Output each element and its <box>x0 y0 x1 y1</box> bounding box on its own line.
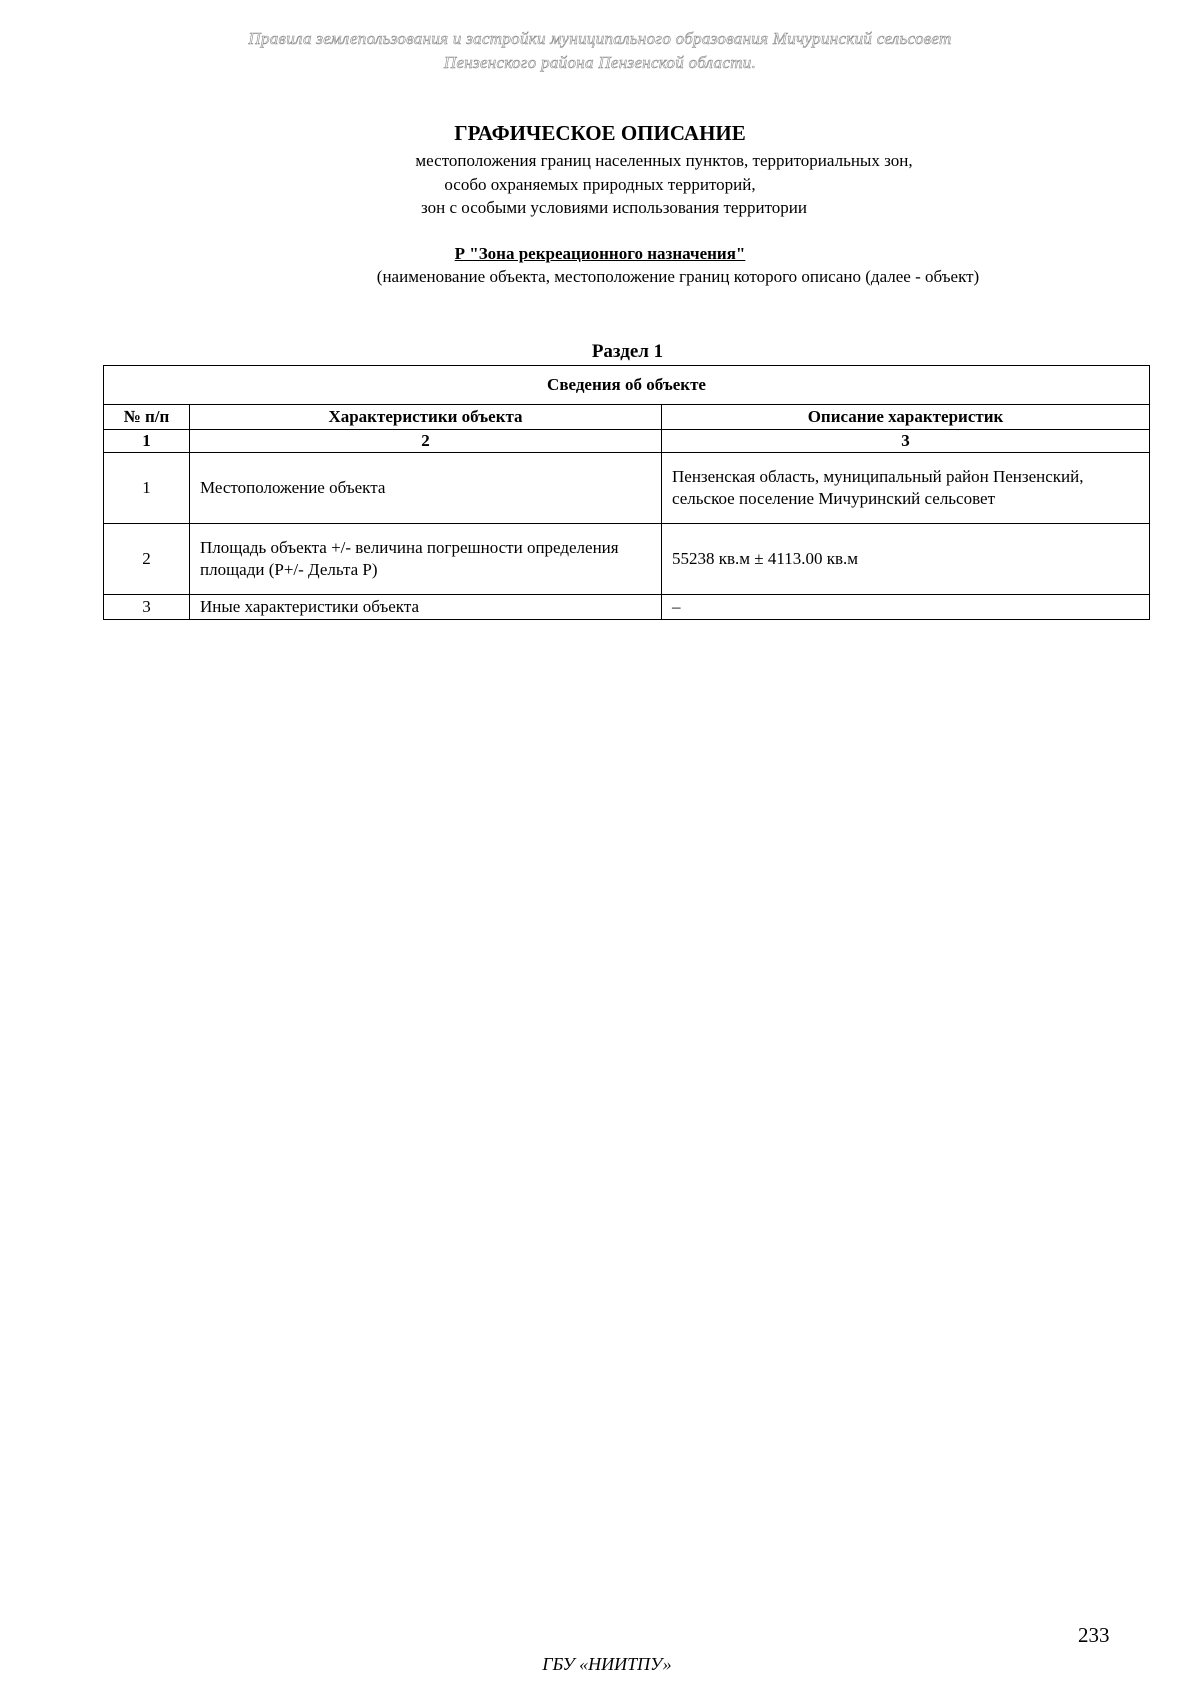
header-description: Описание характеристик <box>662 405 1150 430</box>
footer-organization: ГБУ «НИИТПУ» <box>542 1654 672 1674</box>
subtitle-line-1: местоположения границ населенных пунктов, территориальных зон, <box>415 151 913 170</box>
row-description: 55238 кв.м ± 4113.00 кв.м <box>662 524 1150 595</box>
row-characteristic: Иные характеристики объекта <box>190 595 662 620</box>
running-header-line-2: Пензенского района Пензенской области. <box>443 53 757 72</box>
column-number: 1 <box>104 430 190 453</box>
table-header-row <box>104 405 1150 430</box>
row-characteristic: Площадь объекта +/- величина погрешности определения площади (Р+/- Дельта Р) <box>190 524 662 595</box>
row-characteristic: Местоположение объекта <box>190 453 662 524</box>
table-row <box>104 524 1150 595</box>
column-number: 3 <box>662 430 1150 453</box>
header-characteristic: Характеристики объекта <box>190 405 662 430</box>
document-title: ГРАФИЧЕСКОЕ ОПИСАНИЕ <box>454 121 746 145</box>
object-caption: (наименование объекта, местоположение границ которого описано (далее - объект) <box>376 267 980 286</box>
row-description: – <box>662 595 1150 620</box>
object-info-table <box>103 365 1150 620</box>
table-row <box>104 595 1150 620</box>
subtitle-line-3: зон с особыми условиями использования территории <box>421 198 807 217</box>
subtitle-line-2: особо охраняемых природных территорий, <box>444 175 756 194</box>
section-title: Раздел 1 <box>591 341 664 362</box>
row-number: 3 <box>104 595 190 620</box>
table-caption: Сведения об объекте <box>104 366 1150 405</box>
object-name: Р "Зона рекреационного назначения" <box>454 244 746 263</box>
page-number: 233 <box>1078 1623 1110 1647</box>
row-description: Пензенская область, муниципальный район Пензенский, сельское поселение Мичуринский сельсовет <box>662 453 1150 524</box>
column-number-row <box>104 430 1150 453</box>
table-row <box>104 453 1150 524</box>
table-caption-row <box>104 366 1150 405</box>
column-number: 2 <box>190 430 662 453</box>
running-header-line-1: Правила землепользования и застройки муниципального образования Мичуринский сельсовет <box>248 29 952 48</box>
row-number: 1 <box>104 453 190 524</box>
row-number: 2 <box>104 524 190 595</box>
header-number: № п/п <box>104 405 190 430</box>
